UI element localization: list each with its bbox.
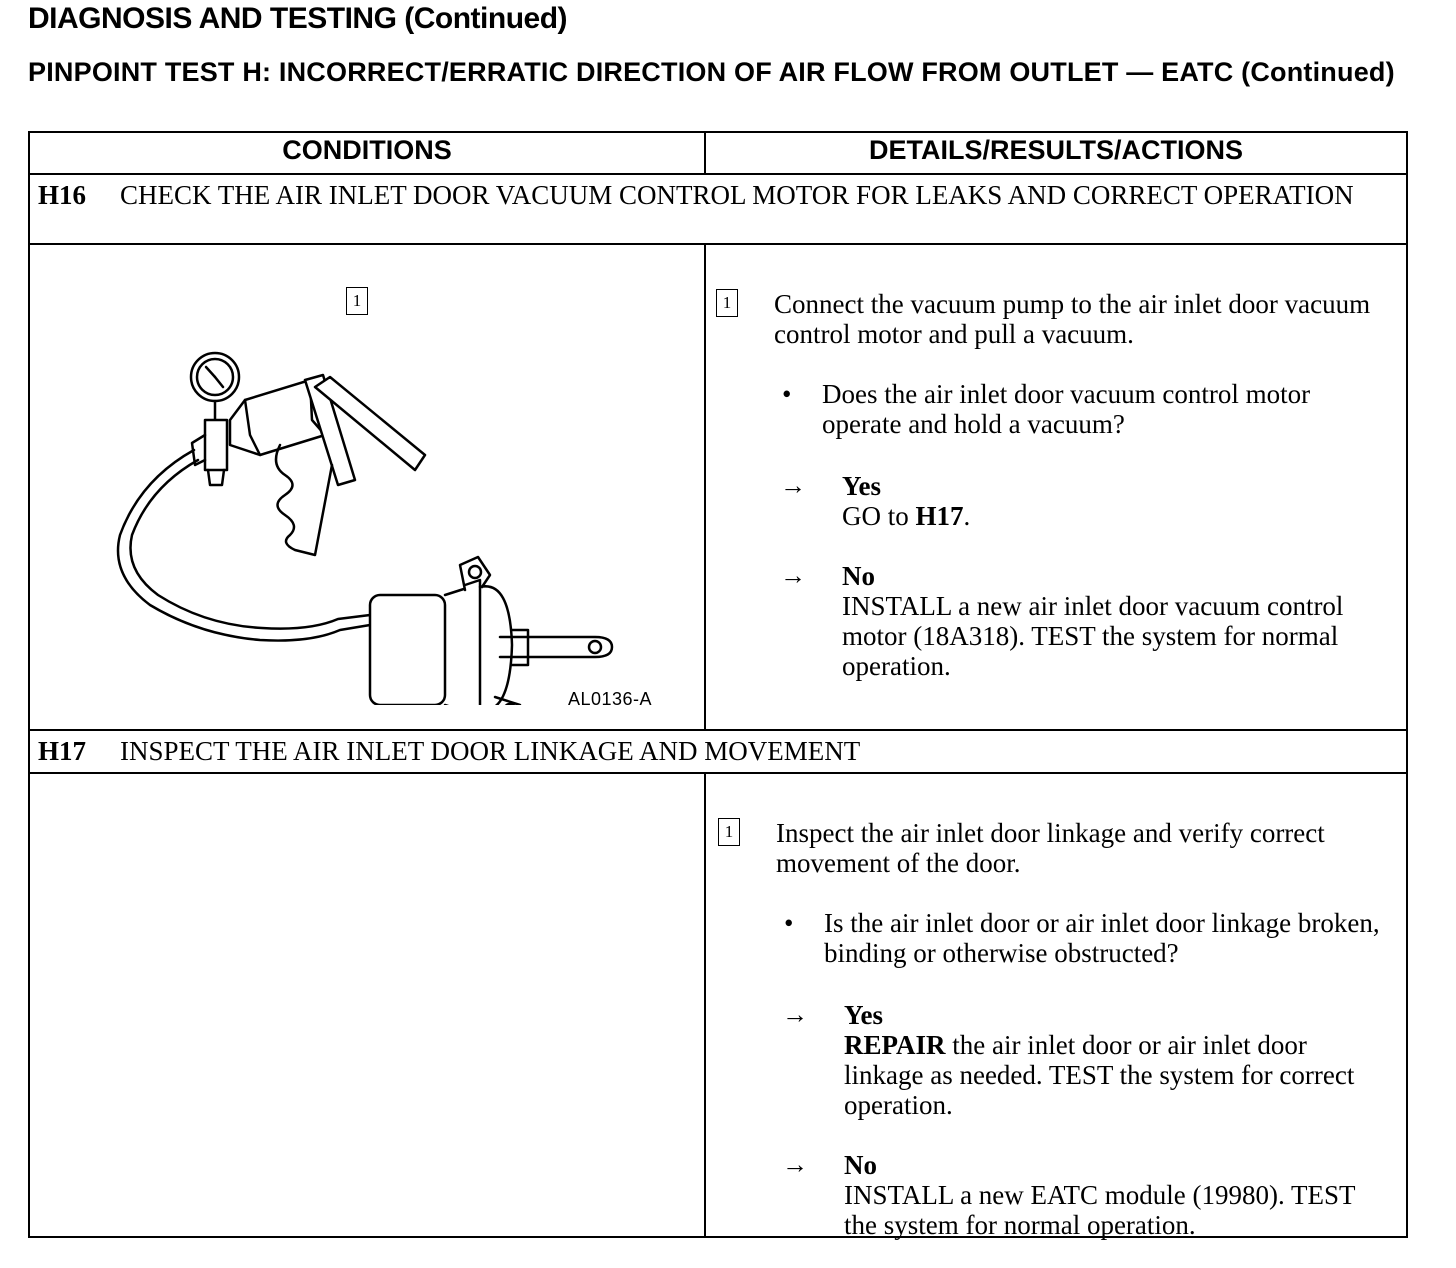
action-step-box: 1 [718,818,740,846]
step-row-h16 [29,174,1407,244]
arrow-right-icon: → [780,471,806,500]
page-title: DIAGNOSIS AND TESTING (Continued) [28,2,568,35]
step-id: H17 [38,736,87,766]
header-conditions: CONDITIONS [29,132,705,174]
step-content-h16 [29,244,1407,730]
figure-id: AL0136-A [568,689,653,709]
pinpoint-test-table [28,131,1408,1238]
conditions-cell-h16 [29,244,705,730]
bullet-icon: • [784,908,794,938]
action-text: Connect the vacuum pump to the air inlet door vacuum control motor and pull a vacuum. [774,289,1371,349]
action-step-box: 1 [716,289,738,317]
conditions-cell-h17 [29,773,705,1237]
arrow-right-icon: → [782,1000,808,1029]
step-content-h17 [29,773,1407,1237]
no-label: No [842,561,875,591]
yes-result: GO to H17. [842,501,971,531]
details-cell-h16 [705,244,1407,730]
question-text: Does the air inlet door vacuum control motor operate and hold a vacuum? [822,379,1311,439]
yes-result: REPAIR the air inlet door or air inlet door linkage as needed. TEST the system for correct operation. [844,1030,1355,1120]
step-heading-h16 [29,174,1407,244]
step-heading-h17 [29,730,1407,773]
question-text: Is the air inlet door or air inlet door linkage broken, binding or otherwise obstructed? [824,908,1380,968]
step-title: CHECK THE AIR INLET DOOR VACUUM CONTROL MOTOR FOR LEAKS AND CORRECT OPERATION [120,180,1354,210]
header-details-results-actions: DETAILS/RESULTS/ACTIONS [705,132,1407,174]
action-text: Inspect the air inlet door linkage and verify correct movement of the door. [776,818,1325,878]
figure-step-box: 1 [346,287,368,315]
table-header-row [29,132,1407,174]
step-id: H16 [38,180,87,210]
vacuum-motor-icon [370,595,445,705]
yes-label: Yes [842,471,881,501]
arrow-right-icon: → [782,1150,808,1179]
details-cell-h17 [705,773,1407,1240]
bullet-icon: • [782,379,792,409]
arrow-right-icon: → [780,561,806,590]
step-title: INSPECT THE AIR INLET DOOR LINKAGE AND MOVEMENT [120,736,861,766]
step-row-h17 [29,730,1407,773]
no-result: INSTALL a new air inlet door vacuum control motor (18A318). TEST the system for normal operation. [842,591,1344,681]
vacuum-pump-figure [80,325,680,705]
yes-label: Yes [844,1000,883,1030]
pinpoint-test-title: PINPOINT TEST H: INCORRECT/ERRATIC DIRECTION OF AIR FLOW FROM OUTLET — EATC (Continued) [28,57,1395,87]
no-result: INSTALL a new EATC module (19980). TEST the system for normal operation. [844,1180,1356,1240]
no-label: No [844,1150,877,1180]
